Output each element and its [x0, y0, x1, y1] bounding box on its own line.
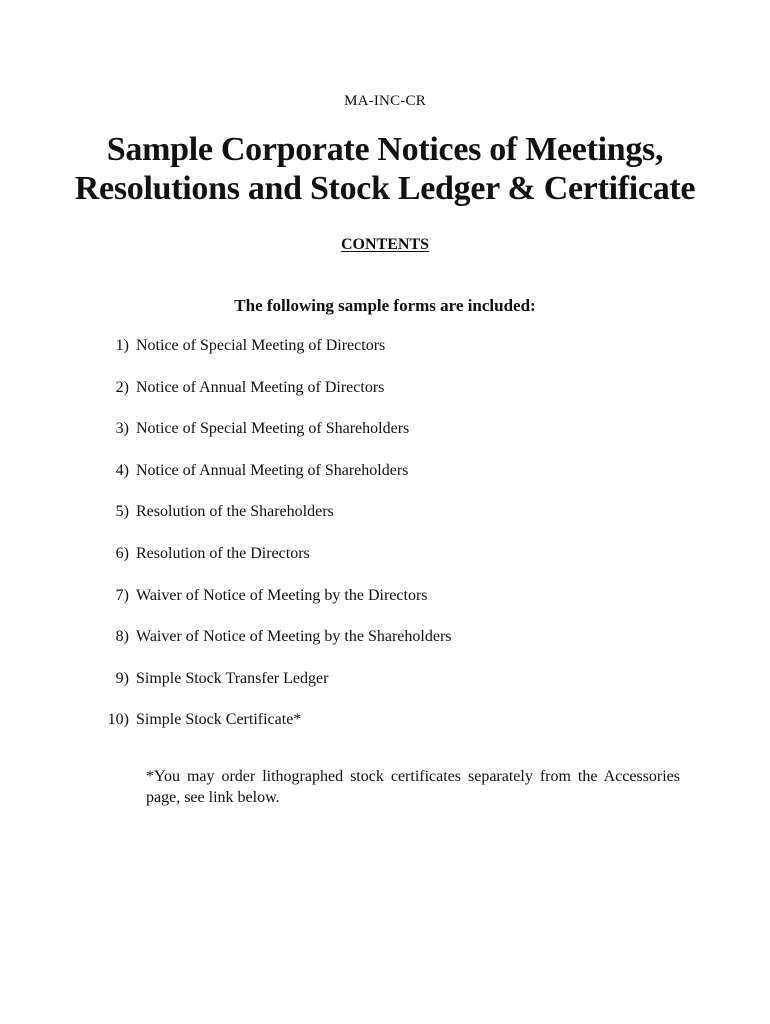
list-item-label: Notice of Special Meeting of Directors	[136, 337, 386, 354]
intro-text: The following sample forms are included:	[234, 296, 536, 315]
list-item-number: 9)	[115, 669, 129, 687]
list-item	[0, 336, 770, 378]
list-item	[0, 586, 770, 628]
list-item-number: 7)	[115, 586, 129, 604]
list-item-label: Simple Stock Certificate*	[136, 711, 302, 729]
list-item-label: Notice of Annual Meeting of Directors	[136, 378, 385, 396]
list-item-label: Waiver of Notice of Meeting by the Directors	[136, 586, 428, 604]
list-item-number: 8)	[115, 628, 129, 646]
list-item	[0, 461, 770, 503]
footnote: *You may order lithographed stock certificates separately from the Accessories page, see link below.	[146, 768, 680, 806]
list-item	[0, 544, 770, 586]
title-line-1: Sample Corporate Notices of Meetings,	[106, 131, 664, 168]
list-item-number: 1)	[115, 337, 129, 354]
list-item-number: 2)	[115, 378, 129, 396]
list-item-number: 5)	[115, 503, 129, 521]
list-item	[0, 669, 770, 711]
list-item-number: 4)	[115, 461, 129, 479]
list-item-label: Notice of Special Meeting of Shareholders	[136, 420, 410, 438]
contents-list	[0, 336, 770, 752]
list-item	[0, 710, 770, 752]
list-item-label: Resolution of the Shareholders	[136, 503, 334, 521]
list-item	[0, 502, 770, 544]
list-item-label: Resolution of the Directors	[136, 544, 310, 562]
form-code: MA-INC-CR	[344, 93, 426, 109]
contents-heading: CONTENTS	[340, 236, 430, 253]
list-item-number: 3)	[115, 420, 129, 438]
page-title	[0, 130, 770, 208]
list-item	[0, 419, 770, 461]
list-item-label: Waiver of Notice of Meeting by the Shareholders	[136, 628, 452, 646]
list-item	[0, 378, 770, 420]
title-line-2: Resolutions and Stock Ledger & Certificate	[74, 170, 696, 207]
list-item-label: Simple Stock Transfer Ledger	[136, 669, 329, 687]
list-item	[0, 627, 770, 669]
list-item-number: 10)	[107, 711, 129, 729]
list-item-number: 6)	[115, 544, 129, 562]
list-item-label: Notice of Annual Meeting of Shareholders	[136, 461, 409, 479]
